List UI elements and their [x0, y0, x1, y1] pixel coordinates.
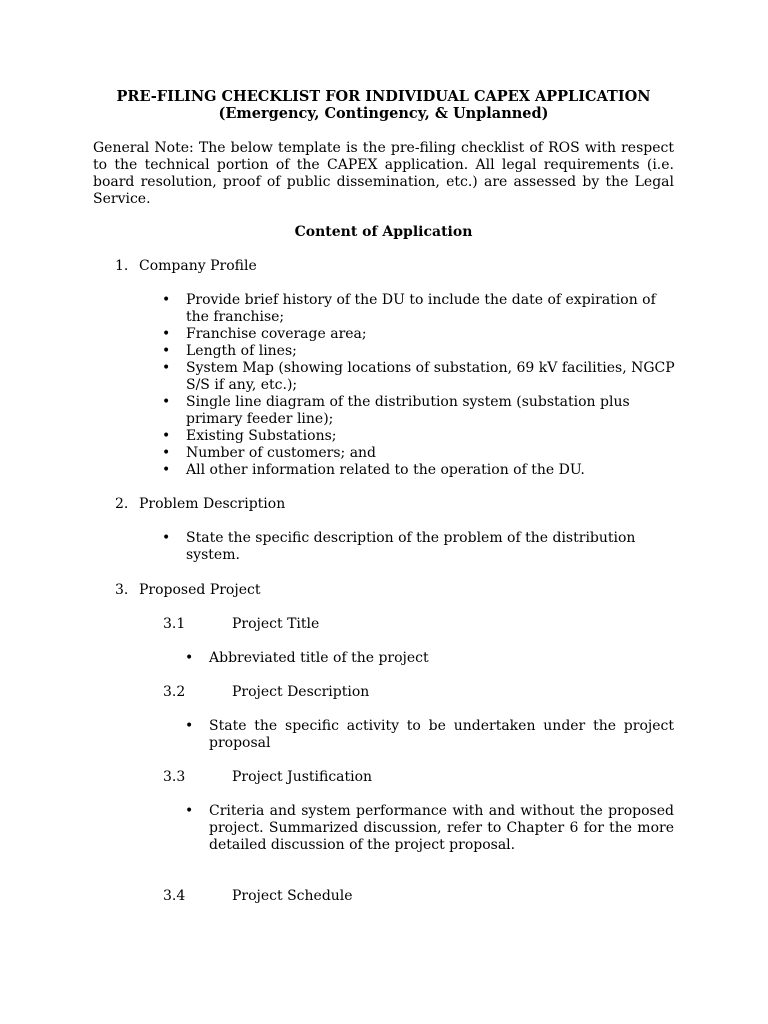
bullet-icon: • — [162, 343, 171, 359]
bullet-icon: • — [185, 650, 194, 666]
list-item: • Criteria and system performance with and without the proposed project. Summarized discussion, refer to Chapter 6 for the more detailed discussion of the project proposal. — [185, 803, 674, 853]
subsection-3-3-heading: 3.3 Project Justification — [163, 769, 373, 785]
section-2-label: Problem Description — [139, 496, 286, 512]
section-3-number: 3. — [115, 582, 129, 598]
bullet-icon: • — [162, 530, 171, 546]
section-1-number: 1. — [115, 258, 129, 274]
bullet-icon: • — [162, 462, 171, 478]
list-item: • System Map (showing locations of substation, 69 kV facilities, NGCP S/S if any, etc.); — [162, 360, 675, 393]
bullet-icon: • — [162, 445, 171, 461]
list-item: • All other information related to the operation of the DU. — [162, 462, 585, 478]
subsection-3-1-heading: 3.1 Project Title — [163, 616, 320, 632]
section-2-list — [162, 530, 676, 564]
subsection-3-2-heading: 3.2 Project Description — [163, 684, 370, 700]
bullet-icon: • — [185, 803, 194, 819]
content-heading: Content of Application — [294, 224, 473, 240]
general-note: General Note: The below template is the pre-filing checklist of ROS with respect to the technical portion of the CAPEX application. All legal requirements (i.e. board resolution, proof of public dissemination, etc.) are assessed by the Legal Service. — [93, 140, 674, 207]
list-item: • State the specific activity to be undertaken under the project proposal — [185, 718, 674, 751]
subsection-3-1-list — [185, 650, 674, 667]
section-2-number: 2. — [115, 496, 129, 512]
subsection-3-2-list — [185, 718, 674, 752]
title-block — [93, 88, 674, 122]
bullet-icon: • — [162, 292, 171, 308]
subsection-3-3-list — [185, 803, 674, 854]
section-1-list — [162, 292, 676, 479]
section-1-heading — [115, 258, 257, 275]
list-item: • Abbreviated title of the project — [185, 650, 429, 666]
document-title: PRE-FILING CHECKLIST FOR INDIVIDUAL CAPEX APPLICATION — [116, 88, 651, 105]
subsection-3-4-heading: 3.4 Project Schedule — [163, 888, 353, 904]
list-item: • Provide brief history of the DU to include the date of expiration of the franchise; — [162, 292, 656, 325]
bullet-icon: • — [185, 718, 194, 734]
bullet-icon: • — [162, 326, 171, 342]
list-item: • State the specific description of the problem of the distribution system. — [162, 530, 636, 563]
section-3-label: Proposed Project — [139, 582, 261, 598]
list-item: • Length of lines; — [162, 343, 297, 359]
bullet-icon: • — [162, 360, 171, 376]
section-1-label: Company Profile — [139, 258, 257, 274]
list-item: • Number of customers; and — [162, 445, 377, 461]
list-item: • Franchise coverage area; — [162, 326, 367, 342]
section-2-heading — [115, 496, 285, 513]
section-3-heading — [115, 582, 260, 599]
bullet-icon: • — [162, 394, 171, 410]
bullet-icon: • — [162, 428, 171, 444]
list-item: • Single line diagram of the distribution system (substation plus primary feeder line); — [162, 394, 630, 427]
document-subtitle: (Emergency, Contingency, & Unplanned) — [218, 105, 549, 122]
list-item: • Existing Substations; — [162, 428, 337, 444]
